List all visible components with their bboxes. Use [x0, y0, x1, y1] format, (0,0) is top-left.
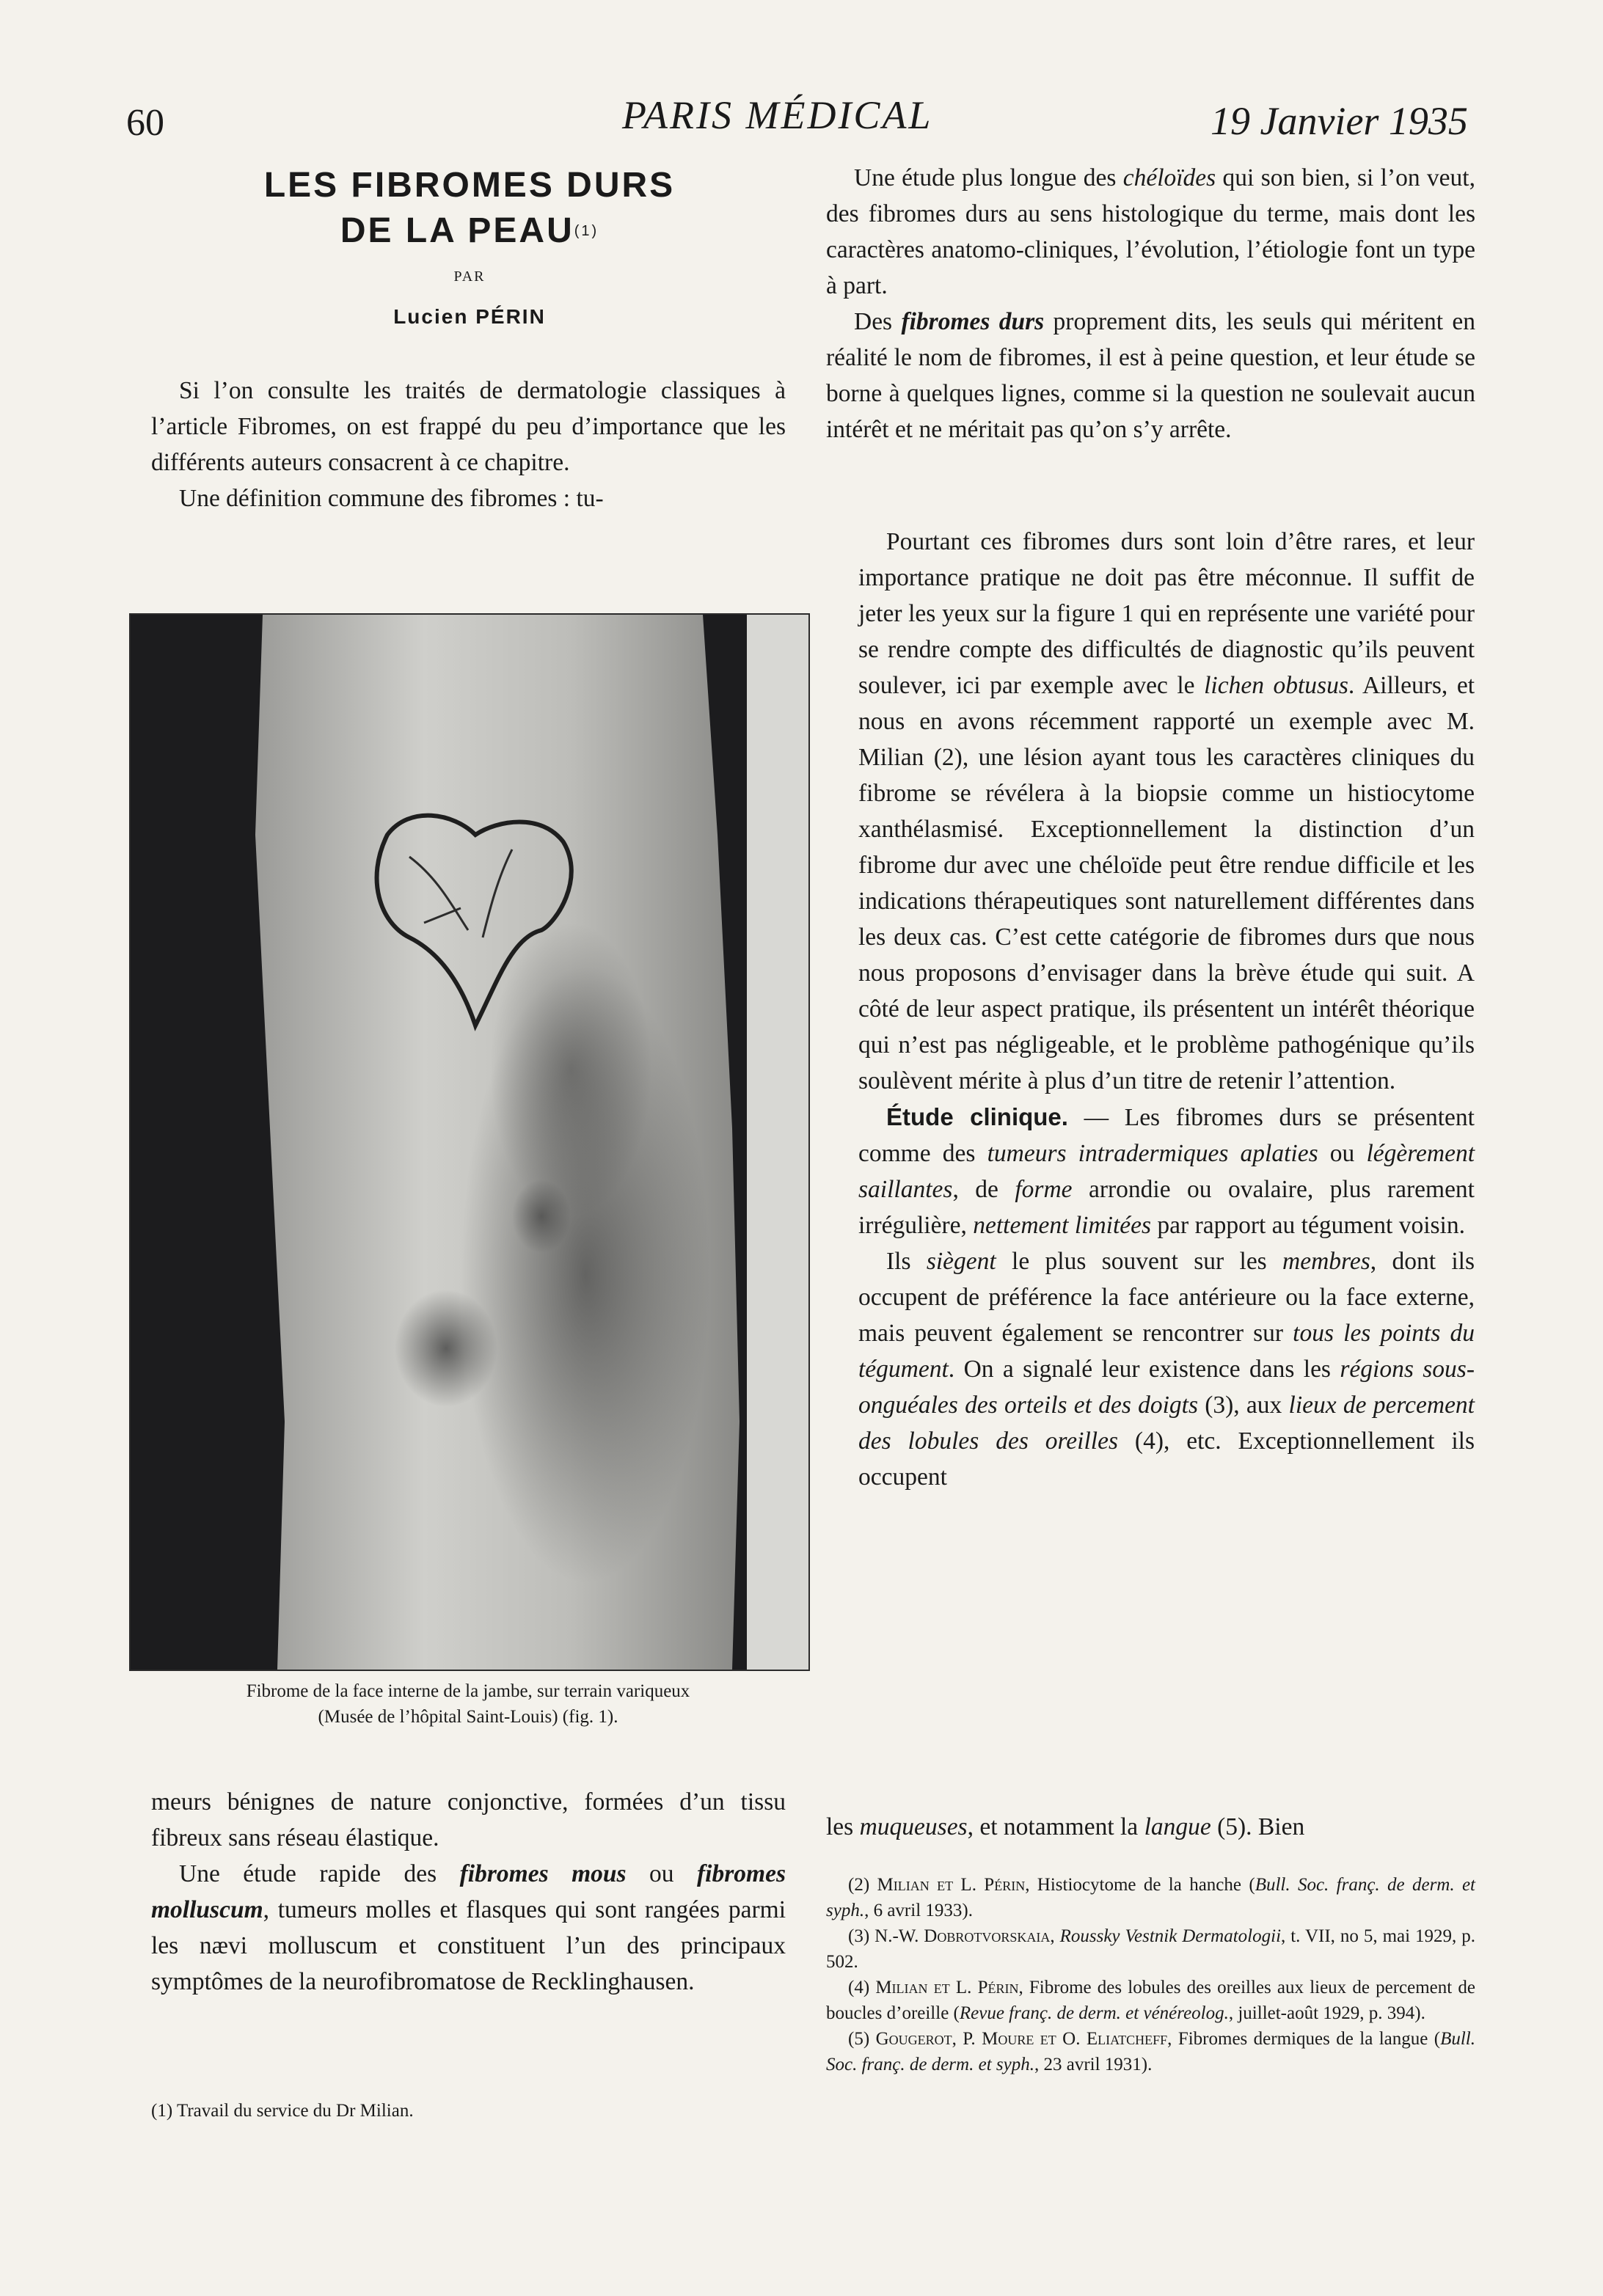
- text-run: , t. VII, no 5, mai 1929, p. 502.: [826, 1926, 1476, 1972]
- footnote-source: Roussky Vestnik Dermatologii: [1059, 1926, 1282, 1946]
- paragraph-definition-end: meurs bénignes de nature conjonctive, formées d’un tissu fibreux sans réseau élastique.: [151, 1788, 786, 1851]
- byline-par: PAR: [453, 268, 486, 285]
- text-run: . Ailleurs, et nous en avons récemment rapporté un exemple avec M. Milian (2), une lésion ayant tous les caractères cliniques du fibrome se révélera à la biopsie comme un histiocytome xanthélasmisé. Exceptionnellement la distinction d’un fibrome dur avec une chéloïde peut être rendue difficile et les indications thérapeutiques sont naturellement différentes dans les deux cas. C’est cette catégorie de fibromes durs que nous nous proposons d’envisager dans la brève étude qui suit. A côté de leur aspect pratique, ils présentent un intérêt théorique qui n’est pas négligeable, et le problème pathogénique qu’ils soulèvent mérite à plus d’un titre de retenir l’attention.: [858, 672, 1475, 1094]
- text-run: , 6 avril 1933).: [864, 1901, 973, 1920]
- paragraph-fibromes-durs: [826, 304, 1475, 447]
- text-run: les: [826, 1813, 860, 1840]
- footnote-5: [826, 2026, 1475, 2077]
- text-run: (5): [848, 2029, 876, 2049]
- paragraph-siege: [858, 1243, 1475, 1495]
- text-run: , tumeurs molles et flasques qui sont rangées parmi les nævi molluscum et constituent l’un des principaux symptômes de la neurofibromatose de Recklinghausen.: [151, 1896, 786, 1995]
- text-run: (5). Bien: [1211, 1813, 1305, 1840]
- text-run: ,: [1050, 1926, 1060, 1946]
- footnote-author: Gougerot, P. Moure et O. Eliatcheff: [875, 2029, 1168, 2049]
- text-run: , Histiocytome de la hanche (: [1025, 1875, 1255, 1895]
- text-run-emphasis: nettement limitées: [973, 1212, 1152, 1239]
- caption-line-2: (Musée de l’hôpital Saint-Louis) (fig. 1).: [318, 1707, 618, 1727]
- text-run-emphasis: fibromes durs: [901, 308, 1045, 335]
- text-run-emphasis: lichen obtusus: [1204, 672, 1348, 699]
- right-column-top: [826, 160, 1475, 447]
- text-run: (4): [848, 1978, 876, 1997]
- text-run: — Les fibromes durs se présentent comme des: [858, 1104, 1475, 1167]
- text-run: le plus souvent sur les: [996, 1248, 1283, 1275]
- footnote-4: [826, 1975, 1475, 2026]
- text-run-emphasis: chéloïdes: [1122, 164, 1216, 191]
- footnote-source: Revue franç. de derm. et vénéreolog.: [959, 2003, 1229, 2023]
- figure-caption: [129, 1678, 807, 1730]
- text-run-emphasis: régions sous-onguéales des orteils et des doigts: [858, 1356, 1475, 1419]
- text-run: , Fibromes dermiques de la langue (: [1167, 2029, 1441, 2049]
- footnote-author: Milian et L. Périn: [877, 1875, 1026, 1895]
- leg-photo-illustration: [131, 615, 808, 1670]
- text-run: (3), aux: [1198, 1392, 1289, 1419]
- right-column-wrap: [858, 524, 1475, 1495]
- text-run-emphasis: fibromes molluscum: [151, 1860, 786, 1923]
- text-run: Une étude plus longue des: [854, 164, 1123, 191]
- text-run: (2): [848, 1875, 877, 1895]
- text-run-emphasis: tous les points du tégument: [858, 1320, 1475, 1383]
- text-run: (4), etc. Exceptionnellement ils occupent: [858, 1427, 1475, 1491]
- paragraph-fibromes-mous: [151, 1856, 786, 2000]
- text-run-emphasis: membres: [1282, 1248, 1370, 1275]
- right-column-last-line: [826, 1809, 1475, 1845]
- paragraph-cheloides: [826, 160, 1475, 304]
- text-run: , dont ils occupent de préférence la face antérieure ou la face externe, mais peuvent également se rencontrer sur: [858, 1248, 1475, 1347]
- text-run-emphasis: forme: [1015, 1176, 1073, 1203]
- text-run: Pourtant ces fibromes durs sont loin d’être rares, et leur importance pratique ne doit pas être méconnue. Il suffit de jeter les yeux sur la figure 1 qui en représente une variété pour se rendre compte des difficultés de diagnostic qu’ils peuvent soulever, ici par exemple avec le: [858, 528, 1475, 699]
- title-footnote-ref: (1): [574, 223, 599, 239]
- figure-photograph: [129, 613, 810, 1671]
- text-run: , et notamment la: [967, 1813, 1144, 1840]
- title-line-1: LES FIBROMES DURS: [263, 166, 676, 205]
- text-run: ou: [626, 1860, 698, 1887]
- paragraph-etude-clinique: [858, 1099, 1475, 1243]
- text-run-emphasis: lieux de percement des lobules des oreilles: [858, 1392, 1475, 1455]
- text-run-emphasis: tumeurs intradermiques aplaties: [987, 1140, 1318, 1167]
- caption-line-1: Fibrome de la face interne de la jambe, sur terrain variqueux: [246, 1681, 690, 1701]
- text-run: Des: [854, 308, 902, 335]
- footnote-2: [826, 1872, 1475, 1923]
- text-run: , 23 avril 1931).: [1034, 2055, 1153, 2074]
- running-title: PARIS MÉDICAL: [622, 93, 933, 137]
- footnote-source: Bull. Soc. franç. de derm. et syph.: [826, 2029, 1476, 2074]
- section-heading: Étude clinique.: [886, 1103, 1068, 1130]
- text-run: , de: [952, 1176, 1015, 1203]
- paragraph-intro: Si l’on consulte les traités de dermatologie classiques à l’article Fibromes, on est frappé du peu d’importance que les différents auteurs consacrent à ce chapitre.: [151, 377, 786, 476]
- author-name: Lucien PÉRIN: [393, 305, 546, 328]
- text-run-emphasis: fibromes mous: [459, 1860, 627, 1887]
- footnote-author: Milian et L. Périn: [875, 1978, 1019, 1997]
- text-run: Une étude rapide des: [179, 1860, 460, 1887]
- text-run: , juillet-août 1929, p. 394).: [1228, 2003, 1425, 2023]
- paragraph-pourtant: [858, 524, 1475, 1099]
- text-run: , Fibrome des lobules des oreilles aux lieux de percement de boucles d’oreille (: [826, 1978, 1475, 2023]
- footnote-3: [826, 1923, 1475, 1975]
- text-run-emphasis: légèrement saillantes: [858, 1140, 1475, 1203]
- text-run: par rapport au tégument voisin.: [1151, 1212, 1465, 1239]
- text-run: Ils: [886, 1248, 927, 1275]
- paragraph-definition-start: Une définition commune des fibromes : tu-: [179, 485, 604, 512]
- text-run: (3): [848, 1926, 875, 1946]
- text-run: arrondie ou ovalaire, plus rarement irrégulière,: [858, 1176, 1475, 1239]
- text-run-emphasis: siègent: [926, 1248, 996, 1275]
- issue-date: 19 Janvier 1935: [1211, 99, 1468, 143]
- text-run-emphasis: langue: [1144, 1813, 1211, 1840]
- text-run: proprement dits, les seuls qui méritent en réalité le nom de fibromes, il est à peine question, et leur étude se borne à quelques lignes, comme si la question ne soulevait aucun intérêt et ne méritait pas qu’on s’y arrête.: [826, 308, 1476, 443]
- page-number: 60: [126, 102, 164, 144]
- text-run: qui son bien, si l’on veut, des fibromes durs au sens histologique du terme, mais dont les caractères anatomo-cliniques, l’évolution, l’étiologie font un type à part.: [826, 164, 1475, 299]
- text-run: ou: [1318, 1140, 1367, 1167]
- left-column-bottom: [151, 1784, 786, 2000]
- article-title: [147, 163, 792, 254]
- title-line-2: DE LA PEAU: [340, 211, 574, 250]
- left-column-top: [151, 373, 786, 516]
- footnote-1: (1) Travail du service du Dr Milian.: [151, 2101, 414, 2121]
- footnote-source: Bull. Soc. franç. de derm. et syph.: [826, 1875, 1475, 1920]
- text-run: . On a signalé leur existence dans les: [948, 1356, 1340, 1383]
- text-run-emphasis: muqueuses: [859, 1813, 968, 1840]
- footnote-author: N.-W. Dobrotvorskaia: [874, 1926, 1051, 1946]
- footnotes-right: [826, 1872, 1475, 2077]
